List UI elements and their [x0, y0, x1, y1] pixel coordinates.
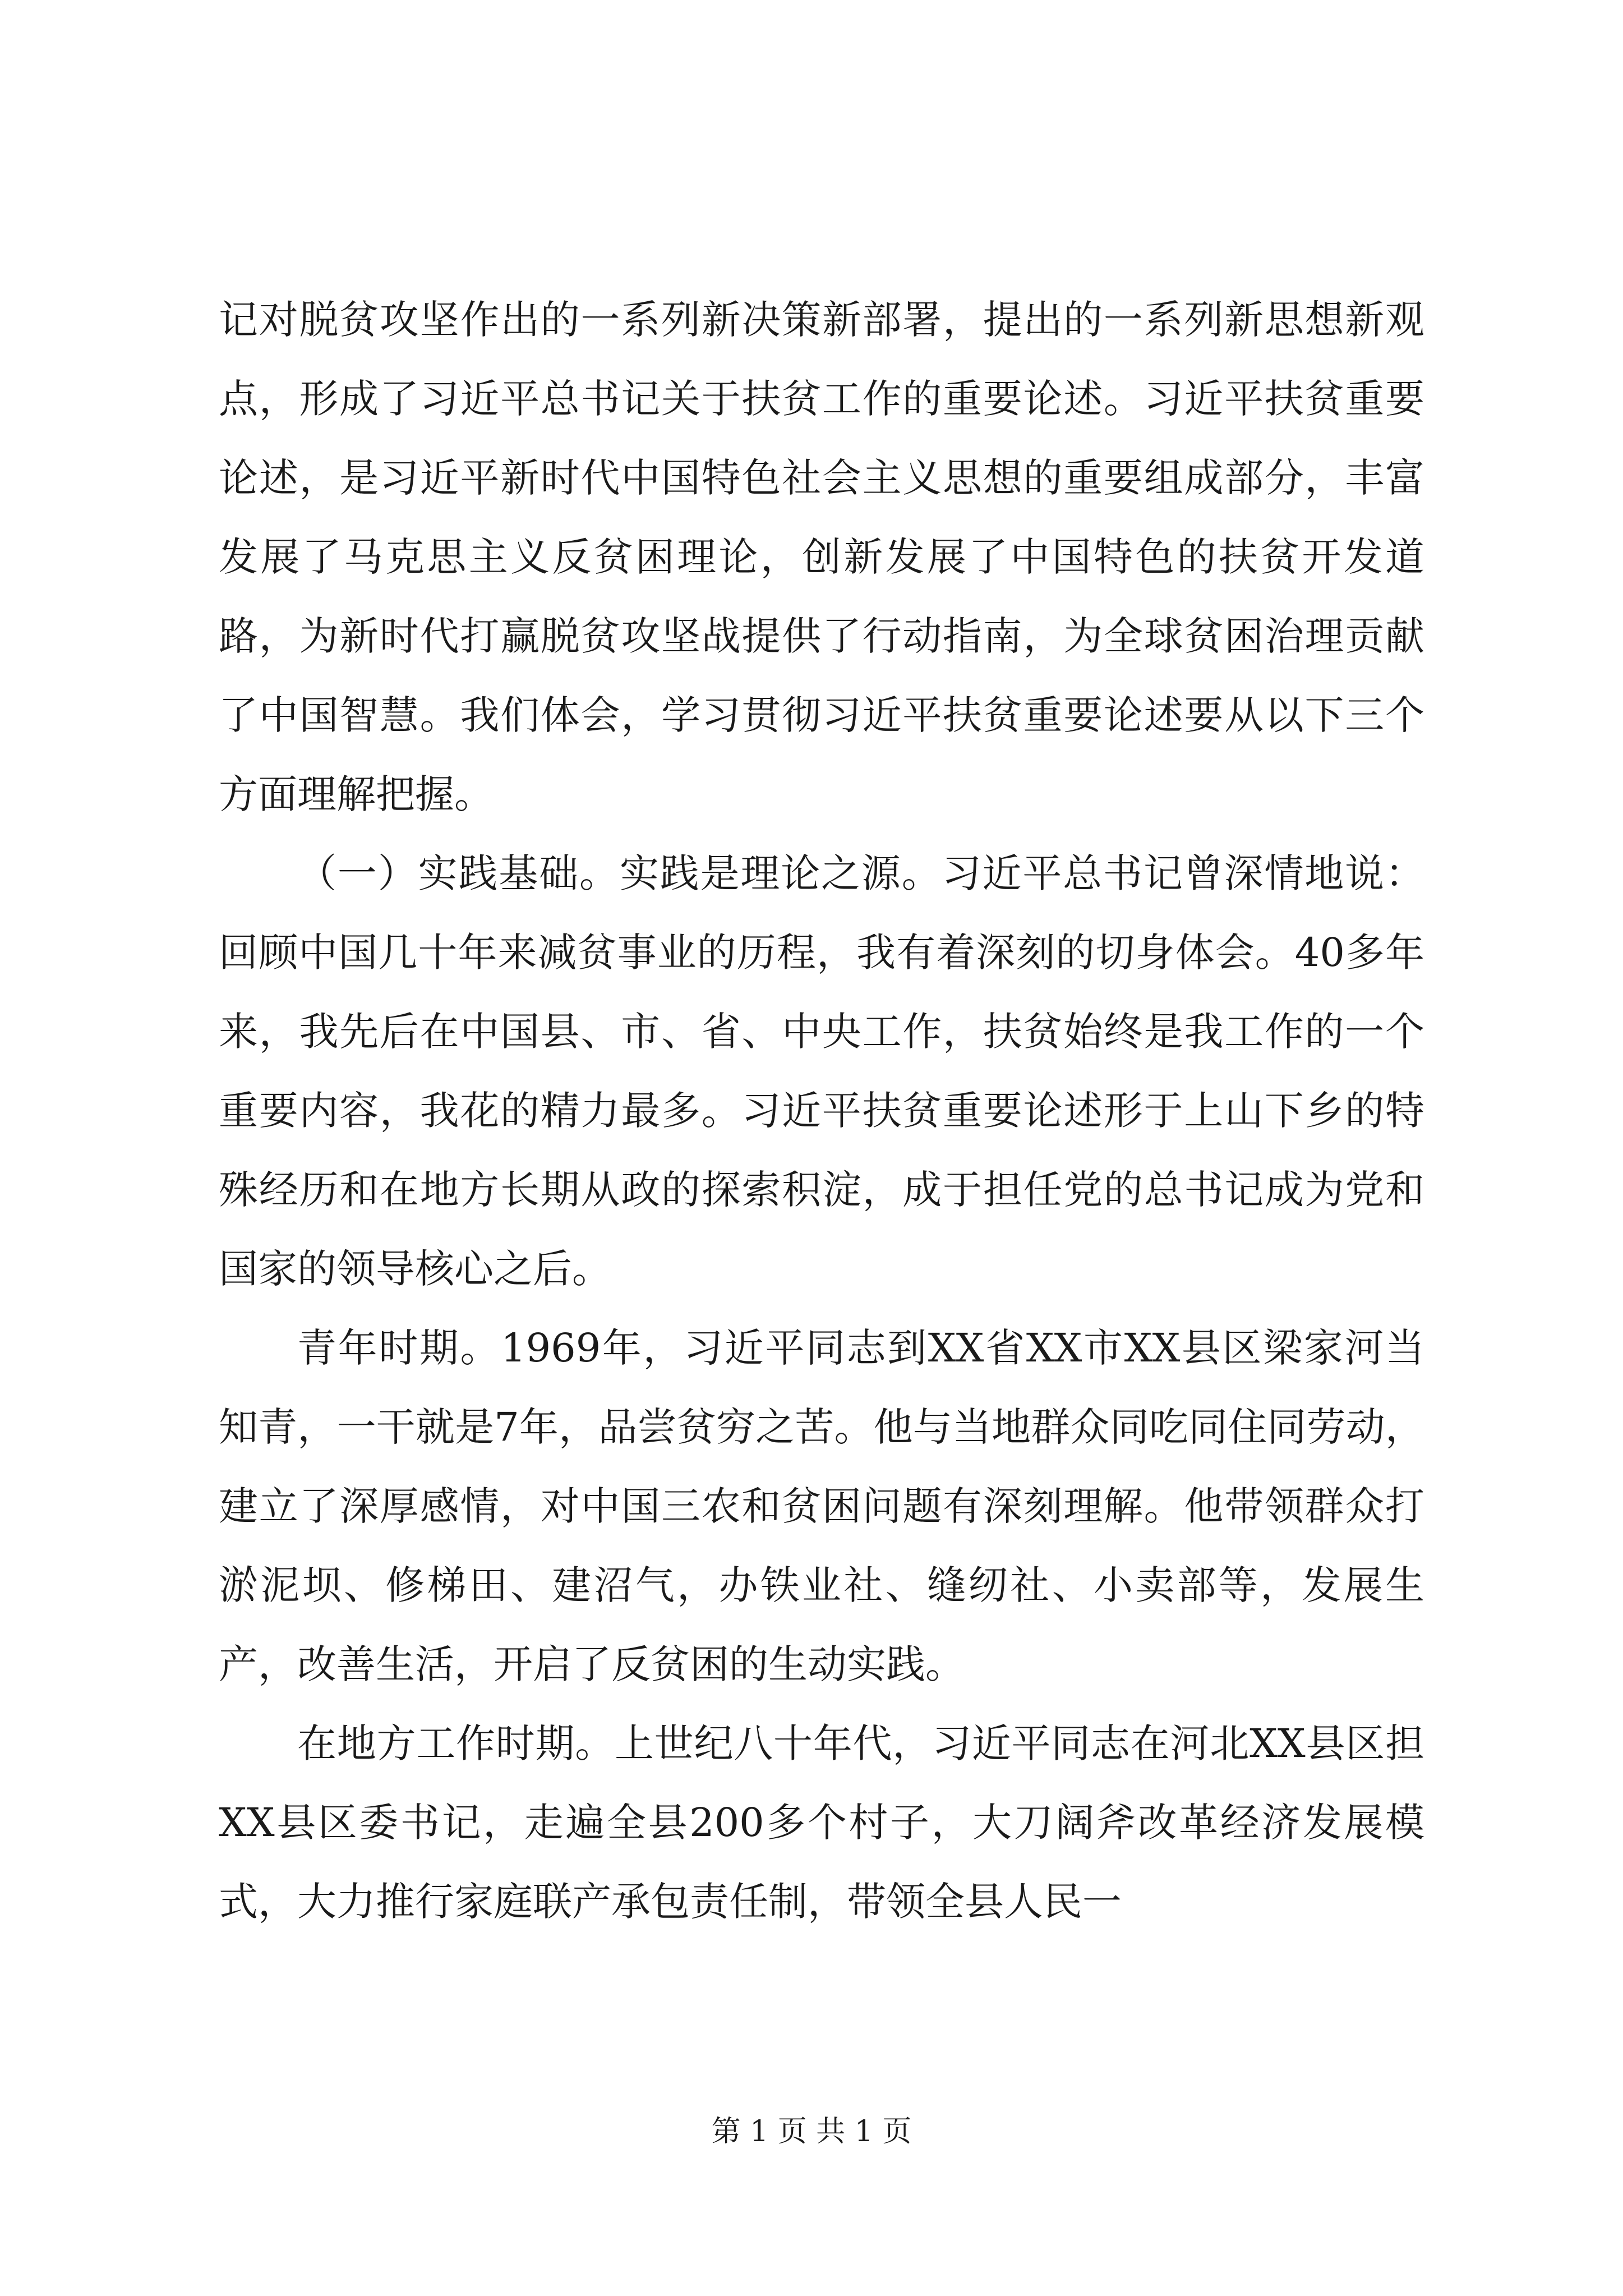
document-body [219, 280, 1424, 1941]
paragraph-1: 记对脱贫攻坚作出的一系列新决策新部署，提出的一系列新思想新观点，形成了习近平总书记关于扶贫工作的重要论述。习近平扶贫重要论述，是习近平新时代中国特色社会主义思想的重要组成部分，丰富发展了马克思主义反贫困理论，创新发展了中国特色的扶贫开发道路，为新时代打赢脱贫攻坚战提供了行动指南，为全球贫困治理贡献了中国智慧。我们体会，学习贯彻习近平扶贫重要论述要从以下三个方面理解把握。 [219, 297, 1424, 817]
paragraph-3: 青年时期。1969年，习近平同志到XX省XX市XX县区梁家河当知青，一干就是7年，品尝贫穷之苦。他与当地群众同吃同住同劳动，建立了深厚感情，对中国三农和贫困问题有深刻理解。他带领群众打淤泥坝、修梯田、建沼气，办铁业社、缝纫社、小卖部等，发展生产，改善生活，开启了反贫困的生动实践。 [219, 1325, 1424, 1687]
page-footer: 第 1 页 共 1 页 [711, 2115, 912, 2148]
paragraph-4: 在地方工作时期。上世纪八十年代，习近平同志在河北XX县区担XX县区委书记，走遍全县200多个村子，大刀阔斧改革经济发展模式，大力推行家庭联产承包责任制，带领全县人民一 [219, 1720, 1424, 1925]
paragraph-2: （一）实践基础。实践是理论之源。习近平总书记曾深情地说：回顾中国几十年来减贫事业的历程，我有着深刻的切身体会。40多年来，我先后在中国县、市、省、中央工作，扶贫始终是我工作的一个重要内容，我花的精力最多。习近平扶贫重要论述形于上山下乡的特殊经历和在地方长期从政的探索积淀，成于担任党的总书记成为党和国家的领导核心之后。 [219, 850, 1424, 1292]
